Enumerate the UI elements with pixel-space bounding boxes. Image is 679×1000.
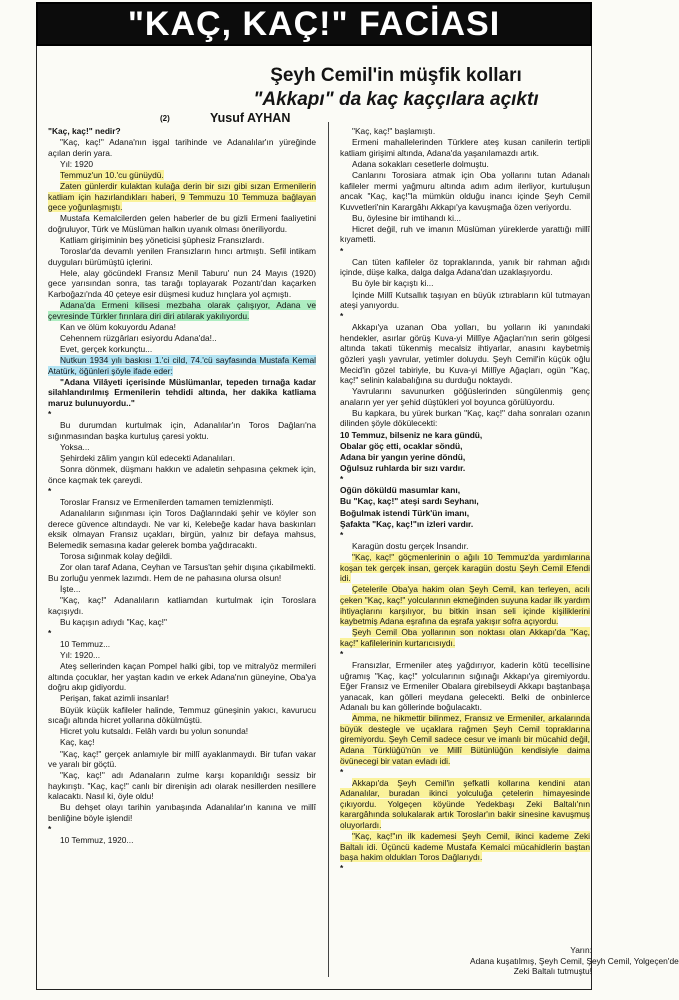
signature-line: Adana kuşatılmış, Şeyh Cemil, Şeyh Cemil, Yolgeçen'de (470, 955, 679, 966)
paragraph: Bu öyle bir kaçıştı ki... (352, 278, 434, 289)
highlight: Amma, ne hikmettir bilinmez, Fransız ve Ermeniler, arkalarında büyük destegle ve uçaklara rağmen Şeyh Cemil topraklarına giremiyordu. Şeyh Cemil sadece cesur ve imanlı bir mücahid değil, Adana Türklüğü'nün ve Millî Bütünlüğün kendisiyle daima övünecegi bir vatan evladı idi. (340, 713, 590, 766)
highlight: "Kaç, kaç!" göçmenlerinin o ağılı 10 Temmuz'da yardımlarına koşan tek gerçek insan, gerçek karagün dostu Şeyh Cemil Efendi idi. (340, 552, 590, 584)
highlight: Zaten günlerdir kulaktan kulağa derin bir sızı gibi sızan Ermenilerin katliam için hazırlandıkları haberi, 9 Temmuzu 10 Temmuza bağlayan gece yoğunlaşmıştı. (48, 181, 316, 213)
paragraph: Yıl: 1920... (60, 650, 101, 661)
paragraph: Perişan, fakat azimli insanlar! (60, 693, 169, 704)
paragraph: Ermeni mahallelerinden Türklere ateş kusan canilerin tertipli katliam girişimi altında, Adana'da yaşanılamazdı artık. (340, 137, 590, 158)
paragraph: Bu, öylesine bir imtihandı ki... (352, 212, 461, 223)
paragraph (48, 355, 316, 376)
separator-star: * (48, 409, 52, 420)
separator-star: * (48, 824, 52, 835)
paragraph: Fransızlar, Ermeniler ateş yağdırıyor, kaderin kötü tecellisine uğramış "Kaç, kaç!" yolcularının sığınağı Akkapı'ya giremiyordu. Eğer Fransız ve Ermeniler Obalara girebilseydi Akkapı baştanbaşa yanacak, kan gölleri meydana gelecekti. Belki de onbinlerce Adanalı bu kan göllerinde boğulacaktı. (340, 660, 590, 713)
paragraph: Kaç, kaç! (60, 737, 95, 748)
paragraph (48, 181, 316, 213)
poem-line: Oğün döküldü masumlar kanı, (340, 485, 461, 496)
paragraph (48, 170, 316, 181)
banner-title: "KAÇ, KAÇ!" FACİASI (127, 4, 501, 43)
paragraph: 10 Temmuz... (60, 638, 111, 649)
headline-line-1: Şeyh Cemil'in müşfik kolları (270, 65, 522, 86)
paragraph: Hicret değil, ruh ve imanın Müslüman yüreklerde yarattığı millî kıyametti. (340, 223, 590, 245)
signature-block (470, 945, 679, 977)
paragraph: "Kaç, kaç!" başlamıştı. (352, 126, 436, 136)
poem-line: Bu "Kaç, kaç!" ateşi sardı Seyhanı, (340, 496, 479, 507)
paragraph (340, 584, 590, 626)
paragraph: Yıl: 1920 (60, 158, 94, 169)
separator-star: * (340, 474, 344, 485)
paragraph: Katliam girişiminin beş yöneticisi şüphesiz Fransızlardı. (60, 235, 265, 246)
separator-star: * (340, 311, 344, 322)
paragraph: Torosa sığınmak kolay değildi. (60, 550, 173, 561)
paragraph (340, 778, 590, 831)
poem-line: Obalar göç etti, ocaklar söndü, (340, 440, 463, 451)
quote: "Adana Vilâyeti içerisinde Müslümanlar, tepeden tırnağa kadar silahlandırılmış Ermenilerin tehdidi altında, her dakika katliama maruz bulunuyordu.." (48, 376, 316, 408)
signature-line: Zeki Baltalı tutmuştu! (513, 966, 592, 977)
paragraph: Büyük küçük kafileler halinde, Temmuz güneşinin yakıcı, kavurucu sıcağı altında hicret yollarına dökülmüştü. (48, 704, 316, 726)
paragraph: Bu kapkara, bu yürek burkan "Kaç, kaç!" daha sonraları ozanın dilinden şöyle dökülecekti: (340, 407, 590, 429)
highlight: Nutkun 1934 yılı baskısı 1.'ci cild, 74.'cü sayfasında Mustafa Kemal Atatürk, öğünleri şöyle ifade eder: (48, 355, 316, 376)
paragraph: Şehirdeki zâlim yangın kül edecekti Adanalıları. (60, 453, 236, 464)
paragraph: Yoksa... (60, 441, 90, 452)
paragraph: Evet, gerçek korkunçtu... (60, 344, 153, 355)
paragraph: "Kaç, kaç!" Adana'nın işgal tarihinde ve Adanalılar'ın yüreğinde açılan derin yara. (48, 137, 316, 158)
highlight: Şeyh Cemil Oba yollarının son noktası olan Akkapı'da "Kaç, kaç!" kafilelerinin kurtarıcısıydı. (340, 627, 590, 648)
paragraph (340, 627, 590, 648)
paragraph (340, 552, 590, 584)
highlight: Temmuz'un 10.'cu günüydü. (60, 169, 164, 180)
banner (36, 2, 592, 46)
paragraph: Bu dehşet olayı tarihin yanıbaşında Adanalılar'ın kanına ve millî benliğine böyle işlendi! (48, 802, 316, 824)
paragraph: Bu kaçışın adıydı "Kaç, kaç!" (60, 616, 167, 627)
paragraph: İçinde Millî Kutsallık taşıyan en büyük ıztırabların kül tutmayan ateşi yanıyordu. (340, 289, 590, 311)
separator-star: * (340, 863, 344, 874)
paragraph: Yavrularını savunurken göğüslerinden süngülenmiş genç anaların yer yer şehid düştükleri yol boyunca görülüyordu. (340, 386, 590, 407)
paragraph: Mustafa Kemalcilerden gelen haberler de bu gizli Ermeni faaliyetini doğruluyor, Türk ve Müslüman halkın uyanık olması öneriliyordu. (48, 213, 316, 234)
paragraph: "Kaç, kaç!" adı Adanaların zulme karşı koparıldığı sessiz bir haykırıştı. "Kaç, kaç!" canlı bir direnişin adı olarak nesillerden nesillere kalacaktı. Nasıl ki, öyle oldu! (48, 770, 316, 802)
paragraph: 10 Temmuz, 1920... (60, 835, 134, 846)
separator-star: * (340, 648, 344, 659)
highlight: Çetelerile Oba'ya hakim olan Şeyh Cemil, kan terleyen, acılı çeken "Kaç, kaç!" yolcularının ekmeğinden suyuna kadar ilk yardım ihtiyaçlarını karşılıyor, bu bitkin insan seli içinde kişiliklerini kaybetmiş Adana eşrafına da eşrafa yakışır sofra açıyordu. (340, 584, 590, 627)
separator-star: * (340, 245, 344, 256)
paragraph: İşte... (60, 583, 81, 594)
separator-star: * (340, 529, 344, 540)
highlight: Akkapı'da Şeyh Cemil'in şefkatli kollarına kendini atan Adanalılar, buradan ikinci yolculuğa çetelerin himayesinde çıkıyordu. Yolgeçen köyünde Yedekbaşı Zeki Baltalı'nın karargâhında solukalarak artık Toroslar'ın bakir sinesine kavuşmuş oluyorlardı. (340, 777, 590, 830)
paragraph: Adana sokakları cesetlerle dolmuştu. (352, 158, 489, 169)
paragraph: Bu durumdan kurtulmak için, Adanalılar'ın Toros Dağları'na sığınmasından başka kurtuluş çaresi yoktu. (48, 420, 316, 441)
paragraph: Adanalıların sığınması için Toros Dağlarındaki şehir ve köyler son derece güvence altındaydı. Ne var ki, Kelebeğe kadar hava baskınları eksik olmayan Fransız uçakları, birgün, yalnız bir defaya mahsus, Belemedik semasına kadar gelerek bomba yağdıracaktı. (48, 508, 316, 550)
paragraph: Karagün dostu gerçek İnsandır. (352, 541, 469, 552)
author-name: Yusuf AYHAN (210, 111, 291, 125)
paragraph: Canlarını Torosiara atmak için Oba yollarını tutan Adanalı kafileler mermi yağmuru altında adım adım ilerliyor, kurtuluşun ancak "Kaç, kaç!"la mümkün olduğu inancı içinde Şeyh Cemil Kuvvetleri'nin Karargâhı Akkapı'ya kavuşmağa özen veriyordu. (340, 169, 590, 212)
paragraph: "Kaç, kaç!" gerçek anlamıyle bir millî ayaklanmaydı. Bir tufan vakar ve yaralı bir göçtü. (48, 748, 316, 770)
paragraph: Cehennem rüzgârları esiyordu Adana'da!.. (60, 332, 217, 343)
paragraph: Kan ve ölüm kokuyordu Adana! (60, 321, 176, 332)
paragraph: Toroslar Fransız ve Ermenilerden tamamen temizlenmişti. (60, 497, 274, 508)
paragraph: Can tüten kafileler öz topraklarında, yanık bir rahman ağıdı içinde, düşe kalka, dalga dalga Adana'dan uzaklaşıyordu. (340, 256, 590, 278)
paragraph: Hele, alay göcündekl Fransız Menil Taburu' nun 24 Mayıs (1920) gece yarısından sonra, tas tarağı toplayarak Pozantı'dan kaçarken Karboğazı'nda 40 çeteye esir düşmesi kuduz hınçlara yol açmıştı. (48, 267, 316, 299)
paragraph: "Kaç, kaç!" Adanalıların katliamdan kurtulmak için Toroslara kaçışıydı. (48, 594, 316, 616)
separator-star: * (340, 766, 344, 777)
paragraph (340, 831, 590, 863)
highlight: Adana'da Ermeni kilisesi mezbaha olarak çalışıyor, Adana ve çevresinde Türkler fırınlara diri diri atılarak yakılıyordu. (48, 300, 316, 321)
poem-line: Oğulsuz ruhlarda bir sızı vardır. (340, 463, 466, 474)
paragraph (340, 713, 590, 766)
column-rule (328, 122, 329, 977)
poem-line: Boğulmak istendi Türk'ün imanı, (340, 507, 470, 518)
paragraph: Toroslar'da devamlı yenilen Fransızların hıncı artmıştı. Sefil intikam duyguları bürümüştü içlerini. (48, 246, 316, 267)
paragraph: Akkapı'ya uzanan Oba yolları, bu yolların iki yanındaki hendekler, asırlar görüş Kuva-yi Millîye Ağaçları'nın serin gölgesi altında takati tükenmiş mecalsiz ihtiyarlar, anasını kaybetmiş gözleri yaşlı yavrular, yetimler doluydu. Şeyh Cemil'in küçük oğlu Mecid'in gözel tabiriyle, bu Kuva-yi Millîye Ağaçları, ogün "Kaç, kaç!" selinin kalabalığına su durduğu noktaydı. (340, 322, 590, 386)
paragraph: Zor olan taraf Adana, Ceyhan ve Tarsus'tan şehir dışına çıkabilmekti. Bu zorluğu yenmek lazımdı. Hem de ne pahasına olursa olsun! (48, 562, 316, 583)
poem-line: Şafakta "Kaç, kaç!"ın izleri vardır. (340, 518, 474, 529)
headline-line-2: "Akkapı" da kaç kaççılara açıktı (253, 89, 539, 110)
paragraph: Sonra dönmek, düşmanı hakkın ve adaletin sehpasına çekmek için, önce kaçmak tek çareydi. (48, 464, 316, 485)
part-number: (2) (160, 114, 170, 123)
paragraph: Hicret yolu kutsaldı. Felâh vardı bu yolun sonunda! (60, 726, 249, 737)
signature-line: Yarın: (570, 945, 592, 955)
paragraph: Ateş sellerinden kaçan Pompel halki gibi, top ve mitralyöz mermileri altında çocuklar, her yaştan kadın ve erkek Adana'nın güneyine, Oba'ya doğru akıp gidiyordu. (48, 661, 316, 693)
paragraph: "Kaç, kaç!" nedir? (48, 126, 121, 136)
highlight: "Kaç, kaç!"ın ilk kademesi Şeyh Cemil, ikinci kademe Zeki Baltalı idi. Üçüncü kademe Mustafa Kemalci mücahidlerin baştan başa hakim oldukları Toros Dağlarıydı. (340, 831, 590, 863)
separator-star: * (48, 627, 52, 638)
poem-line: 10 Temmuz, bilseniz ne kara gündü, (340, 429, 483, 440)
poem-line: Adana bir yangın yerine döndü, (340, 451, 466, 462)
right-column (340, 126, 679, 994)
separator-star: * (48, 485, 52, 496)
paragraph (48, 300, 316, 321)
headline (200, 64, 592, 112)
left-column (48, 126, 316, 986)
